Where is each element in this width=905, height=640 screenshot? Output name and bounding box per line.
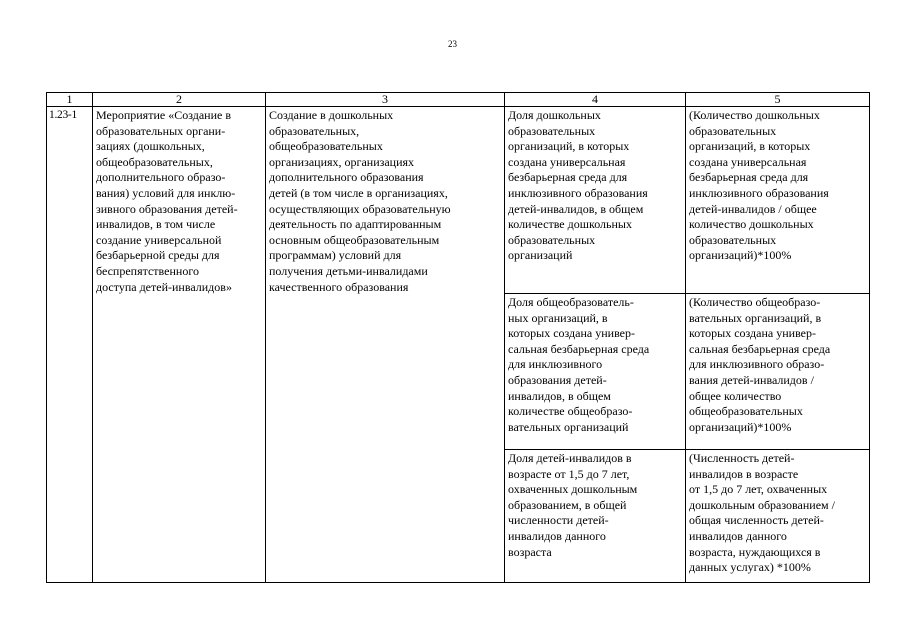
- program-table: [46, 92, 870, 583]
- table-row: [47, 107, 870, 294]
- event-cell: [93, 107, 266, 583]
- text-line: осуществляющих образовательную: [269, 201, 451, 216]
- text-line: образовательных органи-: [96, 123, 226, 138]
- text-line: (Количество общеобразо-: [689, 295, 821, 309]
- column-header: 1: [47, 93, 93, 107]
- text-line: (Численность детей-: [689, 451, 795, 465]
- text-line: (Количество дошкольных: [689, 108, 820, 122]
- text-line: организаций, в которых: [508, 139, 630, 154]
- indicator-name-cell: [505, 450, 686, 583]
- text-line: Мероприятие «Создание в: [96, 108, 231, 122]
- text-line: образовательных: [508, 232, 596, 247]
- text-line: образования детей-: [508, 372, 607, 387]
- text-line: от 1,5 до 7 лет, охваченных: [689, 482, 828, 497]
- text-line: детей-инвалидов / общее: [689, 201, 817, 216]
- text-line: дополнительного образования: [269, 170, 424, 185]
- text-line: создание универсальной: [96, 232, 222, 247]
- text-line: общеобразовательных: [689, 404, 803, 419]
- text-line: инвалидов в возрасте: [689, 466, 799, 481]
- text-line: общеобразовательных,: [96, 154, 213, 169]
- text-line: которых создана универ-: [689, 326, 817, 341]
- text-line: образовательных: [689, 123, 777, 138]
- text-line: Доля детей-инвалидов в: [508, 451, 632, 465]
- text-line: инвалидов, в том числе: [96, 217, 216, 232]
- text-line: создана универсальная: [508, 154, 626, 169]
- item-number: 1.23-1: [47, 107, 93, 583]
- text-line: образовательных: [508, 123, 596, 138]
- text-line: доступа детей-инвалидов»: [96, 279, 232, 294]
- text-line: вательных организаций, в: [689, 310, 822, 325]
- text-line: сальная безбарьерная среда: [689, 341, 831, 356]
- text-line: зациях (дошкольных,: [96, 139, 205, 154]
- text-line: инвалидов данного: [508, 528, 606, 543]
- text-line: возраста, нуждающихся в: [689, 544, 821, 559]
- column-header: 3: [266, 93, 505, 107]
- text-line: общее количество: [689, 388, 782, 403]
- text-line: качественного образования: [269, 279, 409, 294]
- text-line: образованием, в общей: [508, 497, 627, 512]
- text-line: создана универсальная: [689, 154, 807, 169]
- indicator-formula-cell: [686, 450, 870, 583]
- text-line: организаций: [508, 248, 573, 263]
- text-line: основным общеобразовательным: [269, 232, 440, 247]
- text-line: организациях, организациях: [269, 154, 415, 169]
- indicator-formula-cell: [686, 107, 870, 294]
- text-line: охваченных дошкольным: [508, 482, 638, 497]
- text-line: дошкольным образованием /: [689, 497, 835, 512]
- text-line: вательных организаций: [508, 419, 629, 434]
- text-line: для инклюзивного: [508, 357, 603, 372]
- text-line: зивного образования детей-: [96, 201, 238, 216]
- header-row: [47, 93, 870, 107]
- column-header: 4: [505, 93, 686, 107]
- text-line: детей-инвалидов, в общем: [508, 201, 644, 216]
- text-line: организаций)*100%: [689, 419, 792, 434]
- text-line: вания) условий для инклю-: [96, 185, 236, 200]
- text-line: организаций)*100%: [689, 248, 792, 263]
- text-line: инвалидов, в общем: [508, 388, 611, 403]
- text-line: безбарьерной среды для: [96, 248, 220, 263]
- text-line: программам) условий для: [269, 248, 402, 263]
- text-line: организаций, в которых: [689, 139, 811, 154]
- text-line: сальная безбарьерная среда: [508, 341, 650, 356]
- text-line: данных услугах) *100%: [689, 560, 811, 575]
- goal-cell: [266, 107, 505, 583]
- text-line: деятельность по адаптированным: [269, 217, 442, 232]
- text-line: вания детей-инвалидов /: [689, 372, 814, 387]
- text-line: которых создана универ-: [508, 326, 636, 341]
- text-line: количестве общеобразо-: [508, 404, 633, 419]
- column-header: 5: [686, 93, 870, 107]
- text-line: Доля общеобразователь-: [508, 295, 634, 309]
- text-line: безбарьерная среда для: [689, 170, 809, 185]
- text-line: ных организаций, в: [508, 310, 608, 325]
- column-header: 2: [93, 93, 266, 107]
- text-line: получения детьми-инвалидами: [269, 263, 428, 278]
- text-line: возраста: [508, 544, 552, 559]
- text-line: общая численность детей-: [689, 513, 824, 528]
- text-line: инвалидов данного: [689, 528, 787, 543]
- text-line: инклюзивного образования: [508, 185, 648, 200]
- indicator-formula-cell: [686, 294, 870, 450]
- text-line: дополнительного образо-: [96, 170, 226, 185]
- text-line: беспрепятственного: [96, 263, 199, 278]
- text-line: возрасте от 1,5 до 7 лет,: [508, 466, 630, 481]
- text-line: образовательных,: [269, 123, 360, 138]
- text-line: количестве дошкольных: [508, 217, 632, 232]
- indicator-name-cell: [505, 294, 686, 450]
- text-line: образовательных: [689, 232, 777, 247]
- text-line: инклюзивного образования: [689, 185, 829, 200]
- page-number: 23: [448, 39, 457, 49]
- text-line: для инклюзивного образо-: [689, 357, 825, 372]
- text-line: общеобразовательных: [269, 139, 383, 154]
- text-line: количество дошкольных: [689, 217, 814, 232]
- indicator-name-cell: [505, 107, 686, 294]
- text-line: детей (в том числе в организациях,: [269, 185, 448, 200]
- text-line: Создание в дошкольных: [269, 108, 394, 122]
- text-line: численности детей-: [508, 513, 609, 528]
- text-line: Доля дошкольных: [508, 108, 601, 122]
- text-line: безбарьерная среда для: [508, 170, 628, 185]
